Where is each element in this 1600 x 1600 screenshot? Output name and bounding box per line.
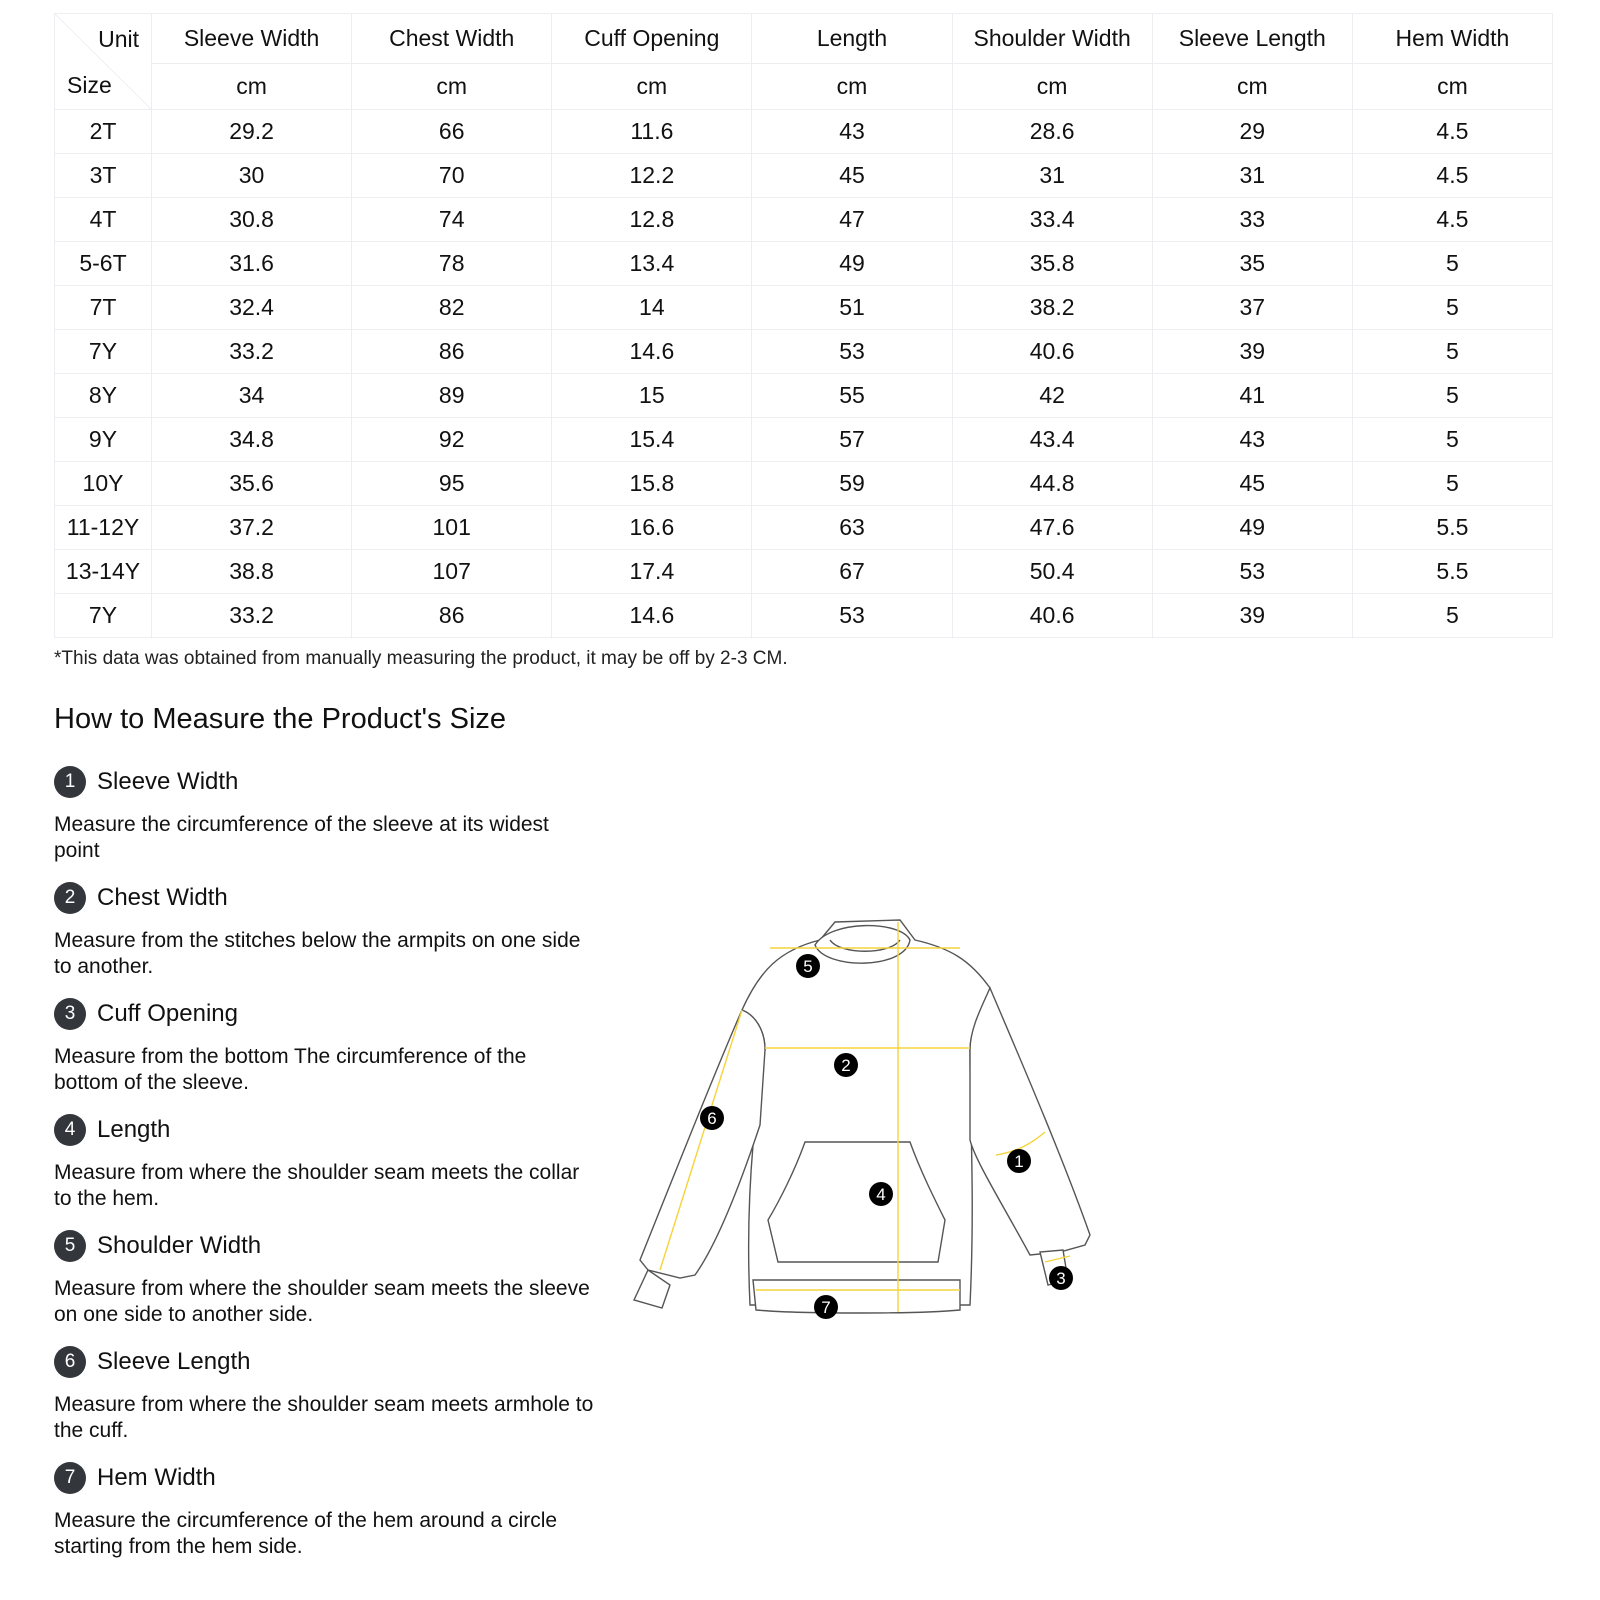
- measurement-cell: 5: [1352, 418, 1552, 462]
- size-cell: 11-12Y: [55, 506, 152, 550]
- measurement-footnote: *This data was obtained from manually measuring the product, it may be off by 2-3 CM.: [54, 648, 788, 669]
- unit-cell: cm: [152, 64, 352, 110]
- svg-text:1: 1: [1014, 1152, 1024, 1171]
- measurement-cell: 30: [152, 154, 352, 198]
- measure-step: [54, 1226, 594, 1328]
- step-description: Measure from the bottom The circumference of the bottom of the sleeve.: [54, 1045, 527, 1094]
- column-header: Sleeve Length: [1152, 14, 1352, 64]
- svg-text:4: 4: [876, 1185, 886, 1204]
- measurement-cell: 39: [1152, 330, 1352, 374]
- unit-cell: cm: [952, 64, 1152, 110]
- measurement-cell: 33.2: [152, 330, 352, 374]
- measure-step: [54, 1110, 594, 1212]
- size-cell: 8Y: [55, 374, 152, 418]
- measurement-cell: 15: [552, 374, 752, 418]
- measurement-cell: 14.6: [552, 330, 752, 374]
- measurement-cell: 33.4: [952, 198, 1152, 242]
- size-cell: 2T: [55, 110, 152, 154]
- measurement-cell: 43: [752, 110, 952, 154]
- measurement-cell: 86: [352, 330, 552, 374]
- measurement-cell: 44.8: [952, 462, 1152, 506]
- svg-text:6: 6: [707, 1109, 717, 1128]
- measurement-cell: 37: [1152, 286, 1352, 330]
- measurement-cell: 95: [352, 462, 552, 506]
- unit-label: Unit: [98, 26, 139, 52]
- measurement-cell: 5.5: [1352, 506, 1552, 550]
- measurement-cell: 30.8: [152, 198, 352, 242]
- column-header: Shoulder Width: [952, 14, 1152, 64]
- how-to-measure-title: How to Measure the Product's Size: [54, 703, 507, 735]
- step-title: Chest Width: [97, 884, 228, 911]
- measurement-cell: 15.8: [552, 462, 752, 506]
- measurement-cell: 4.5: [1352, 198, 1552, 242]
- table-row: [55, 462, 1553, 506]
- measurement-cell: 45: [1152, 462, 1352, 506]
- unit-cell: cm: [752, 64, 952, 110]
- step-title: Length: [97, 1116, 171, 1143]
- step-title: Cuff Opening: [97, 1000, 238, 1027]
- measurement-cell: 35.6: [152, 462, 352, 506]
- corner-header-cell: [55, 14, 152, 110]
- unit-cell: cm: [552, 64, 752, 110]
- unit-cell: cm: [352, 64, 552, 110]
- measurement-cell: 5: [1352, 462, 1552, 506]
- step-number-icon: 4: [54, 1114, 86, 1146]
- size-cell: 7Y: [55, 594, 152, 638]
- measurement-cell: 35.8: [952, 242, 1152, 286]
- measurement-cell: 13.4: [552, 242, 752, 286]
- step-description: Measure the circumference of the sleeve at its widest point: [54, 813, 549, 862]
- marker-6-icon: [700, 1106, 724, 1130]
- svg-text:2: 2: [841, 1056, 851, 1075]
- step-header: [54, 1342, 594, 1382]
- step-number-icon: 6: [54, 1346, 86, 1378]
- step-header: [54, 878, 594, 918]
- measurement-cell: 66: [352, 110, 552, 154]
- marker-3-icon: [1049, 1266, 1073, 1290]
- table-row: [55, 198, 1553, 242]
- measurement-cell: 53: [752, 330, 952, 374]
- size-cell: 10Y: [55, 462, 152, 506]
- measurement-cell: 42: [952, 374, 1152, 418]
- measurement-cell: 5: [1352, 374, 1552, 418]
- measurement-cell: 39: [1152, 594, 1352, 638]
- size-cell: 7Y: [55, 330, 152, 374]
- measurement-cell: 82: [352, 286, 552, 330]
- step-number-icon: 2: [54, 882, 86, 914]
- measurement-cell: 43.4: [952, 418, 1152, 462]
- table-body: [55, 110, 1553, 638]
- step-number-icon: 3: [54, 998, 86, 1030]
- measurement-cell: 55: [752, 374, 952, 418]
- step-description: Measure from the stitches below the armpits on one side to another.: [54, 929, 581, 978]
- table-row: [55, 550, 1553, 594]
- unit-cell: cm: [1152, 64, 1352, 110]
- measurement-cell: 33.2: [152, 594, 352, 638]
- step-description: Measure from where the shoulder seam meets armhole to the cuff.: [54, 1393, 594, 1442]
- column-header: Sleeve Width: [152, 14, 352, 64]
- measurement-cell: 4.5: [1352, 154, 1552, 198]
- measurement-cell: 31: [952, 154, 1152, 198]
- measurement-cell: 11.6: [552, 110, 752, 154]
- measurement-cell: 5: [1352, 286, 1552, 330]
- measure-step: [54, 878, 594, 980]
- step-header: [54, 1226, 594, 1266]
- measurement-cell: 107: [352, 550, 552, 594]
- measurement-cell: 40.6: [952, 594, 1152, 638]
- measurement-cell: 34: [152, 374, 352, 418]
- size-cell: 13-14Y: [55, 550, 152, 594]
- svg-text:3: 3: [1056, 1269, 1066, 1288]
- measurement-cell: 101: [352, 506, 552, 550]
- how-to-measure-section: [54, 700, 594, 1574]
- measurement-cell: 38.8: [152, 550, 352, 594]
- marker-4-icon: [869, 1182, 893, 1206]
- measurement-cell: 17.4: [552, 550, 752, 594]
- measurement-cell: 45: [752, 154, 952, 198]
- marker-2-icon: [834, 1053, 858, 1077]
- step-header: [54, 994, 594, 1034]
- column-header: Cuff Opening: [552, 14, 752, 64]
- measurement-cell: 49: [1152, 506, 1352, 550]
- measurement-cell: 63: [752, 506, 952, 550]
- measurement-cell: 16.6: [552, 506, 752, 550]
- marker-7-icon: [814, 1295, 838, 1319]
- measure-step: [54, 1342, 594, 1444]
- measurement-cell: 29: [1152, 110, 1352, 154]
- measurement-cell: 38.2: [952, 286, 1152, 330]
- table-row: [55, 154, 1553, 198]
- measurement-cell: 59: [752, 462, 952, 506]
- measurement-cell: 35: [1152, 242, 1352, 286]
- measurement-cell: 57: [752, 418, 952, 462]
- measurement-cell: 12.2: [552, 154, 752, 198]
- step-header: [54, 762, 594, 802]
- size-cell: 5-6T: [55, 242, 152, 286]
- measurement-cell: 28.6: [952, 110, 1152, 154]
- table-row: [55, 330, 1553, 374]
- measurement-cell: 47: [752, 198, 952, 242]
- step-header: [54, 1110, 594, 1150]
- header-row: [55, 14, 1553, 64]
- marker-5-icon: [796, 954, 820, 978]
- size-label: Size: [67, 72, 112, 98]
- measurement-cell: 14: [552, 286, 752, 330]
- measurement-cell: 5.5: [1352, 550, 1552, 594]
- step-title: Hem Width: [97, 1464, 216, 1491]
- measurement-cell: 70: [352, 154, 552, 198]
- measure-step: [54, 1458, 594, 1560]
- measurement-cell: 31: [1152, 154, 1352, 198]
- measurement-cell: 37.2: [152, 506, 352, 550]
- marker-1-icon: [1007, 1149, 1031, 1173]
- measurement-cell: 47.6: [952, 506, 1152, 550]
- table-row: [55, 242, 1553, 286]
- size-cell: 3T: [55, 154, 152, 198]
- step-title: Sleeve Width: [97, 768, 239, 795]
- sweater-measurement-diagram: [620, 900, 1100, 1340]
- measurement-cell: 5: [1352, 594, 1552, 638]
- step-header: [54, 1458, 594, 1498]
- step-number-icon: 7: [54, 1462, 86, 1494]
- measure-step: [54, 994, 594, 1096]
- step-number-icon: 5: [54, 1230, 86, 1262]
- size-chart-table: [54, 13, 1553, 638]
- measurement-cell: 53: [1152, 550, 1352, 594]
- step-title: Shoulder Width: [97, 1232, 262, 1259]
- measurement-cell: 74: [352, 198, 552, 242]
- column-header: Length: [752, 14, 952, 64]
- step-description: Measure from where the shoulder seam meets the collar to the hem.: [54, 1161, 580, 1210]
- measurement-cell: 14.6: [552, 594, 752, 638]
- measurement-cell: 32.4: [152, 286, 352, 330]
- table-row: [55, 374, 1553, 418]
- measurement-cell: 33: [1152, 198, 1352, 242]
- step-title: Sleeve Length: [97, 1348, 251, 1375]
- unit-cell: cm: [1352, 64, 1552, 110]
- table-row: [55, 594, 1553, 638]
- sweater-illustration-icon: [620, 900, 1100, 1340]
- measure-step: [54, 762, 594, 864]
- step-number-icon: 1: [54, 766, 86, 798]
- measurement-cell: 12.8: [552, 198, 752, 242]
- measurement-cell: 49: [752, 242, 952, 286]
- measurement-cell: 15.4: [552, 418, 752, 462]
- measurement-cell: 34.8: [152, 418, 352, 462]
- measurement-cell: 5: [1352, 330, 1552, 374]
- measurement-cell: 92: [352, 418, 552, 462]
- measurement-cell: 29.2: [152, 110, 352, 154]
- size-cell: 7T: [55, 286, 152, 330]
- column-header: Chest Width: [352, 14, 552, 64]
- column-header: Hem Width: [1352, 14, 1552, 64]
- measure-steps-list: [54, 762, 594, 1560]
- measurement-cell: 86: [352, 594, 552, 638]
- measurement-cell: 4.5: [1352, 110, 1552, 154]
- unit-row: [55, 64, 1553, 110]
- table-row: [55, 506, 1553, 550]
- svg-text:5: 5: [803, 957, 813, 976]
- svg-text:7: 7: [821, 1298, 831, 1317]
- measurement-cell: 53: [752, 594, 952, 638]
- step-description: Measure from where the shoulder seam meets the sleeve on one side to another side.: [54, 1277, 590, 1326]
- table-row: [55, 286, 1553, 330]
- measurement-cell: 31.6: [152, 242, 352, 286]
- measurement-cell: 5: [1352, 242, 1552, 286]
- measurement-cell: 41: [1152, 374, 1352, 418]
- step-description: Measure the circumference of the hem around a circle starting from the hem side.: [54, 1509, 558, 1558]
- table-row: [55, 418, 1553, 462]
- measurement-cell: 40.6: [952, 330, 1152, 374]
- measurement-cell: 78: [352, 242, 552, 286]
- measurement-cell: 89: [352, 374, 552, 418]
- measurement-cell: 50.4: [952, 550, 1152, 594]
- table-row: [55, 110, 1553, 154]
- measurement-cell: 67: [752, 550, 952, 594]
- measurement-cell: 43: [1152, 418, 1352, 462]
- size-cell: 4T: [55, 198, 152, 242]
- measurement-cell: 51: [752, 286, 952, 330]
- size-cell: 9Y: [55, 418, 152, 462]
